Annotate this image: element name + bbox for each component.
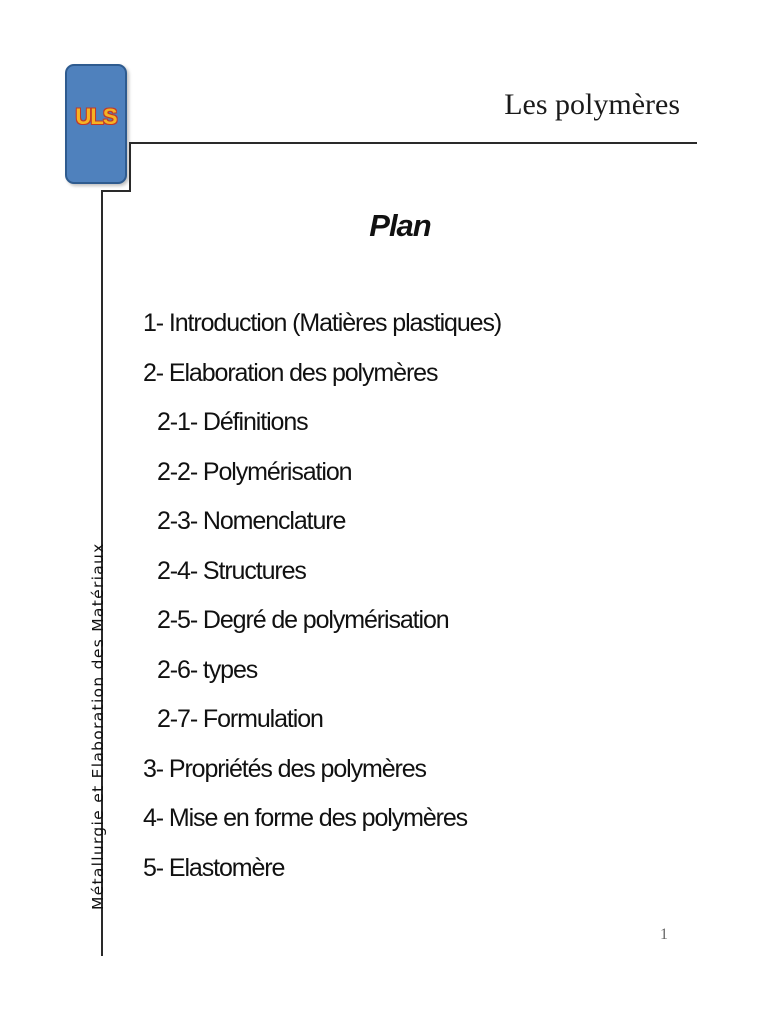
page-number: 1: [660, 926, 668, 943]
header-title: Les polymères: [504, 88, 680, 121]
plan-item: 1- Introduction (Matières plastiques): [143, 309, 502, 337]
side-course-title: Métallurgie et Elaboration des Matériaux: [89, 542, 107, 910]
plan-subitem: 2-4- Structures: [157, 556, 306, 585]
logo-text: ULS: [75, 104, 117, 129]
plan-item: 4- Mise en forme des polymères: [143, 804, 468, 832]
uls-logo: [65, 64, 127, 184]
plan-item: 2- Elaboration des polymères: [143, 358, 438, 387]
plan-subitem: 2-6- types: [157, 655, 258, 684]
plan-item: 5- Elastomère: [143, 853, 285, 882]
plan-subitem: 2-3- Nomenclature: [157, 507, 346, 535]
logo-connector-line: [129, 142, 131, 192]
header-divider: [131, 142, 697, 144]
logo-connector-line-horizontal: [101, 190, 131, 192]
plan-title: Plan: [369, 208, 431, 243]
plan-subitem: 2-5- Degré de polymérisation: [157, 606, 449, 634]
plan-subitem: 2-2- Polymérisation: [157, 457, 352, 486]
plan-subitem: 2-1- Définitions: [157, 408, 308, 436]
plan-subitem: 2-7- Formulation: [157, 705, 323, 733]
plan-list: [143, 303, 501, 897]
plan-item: 3- Propriétés des polymères: [143, 754, 426, 783]
